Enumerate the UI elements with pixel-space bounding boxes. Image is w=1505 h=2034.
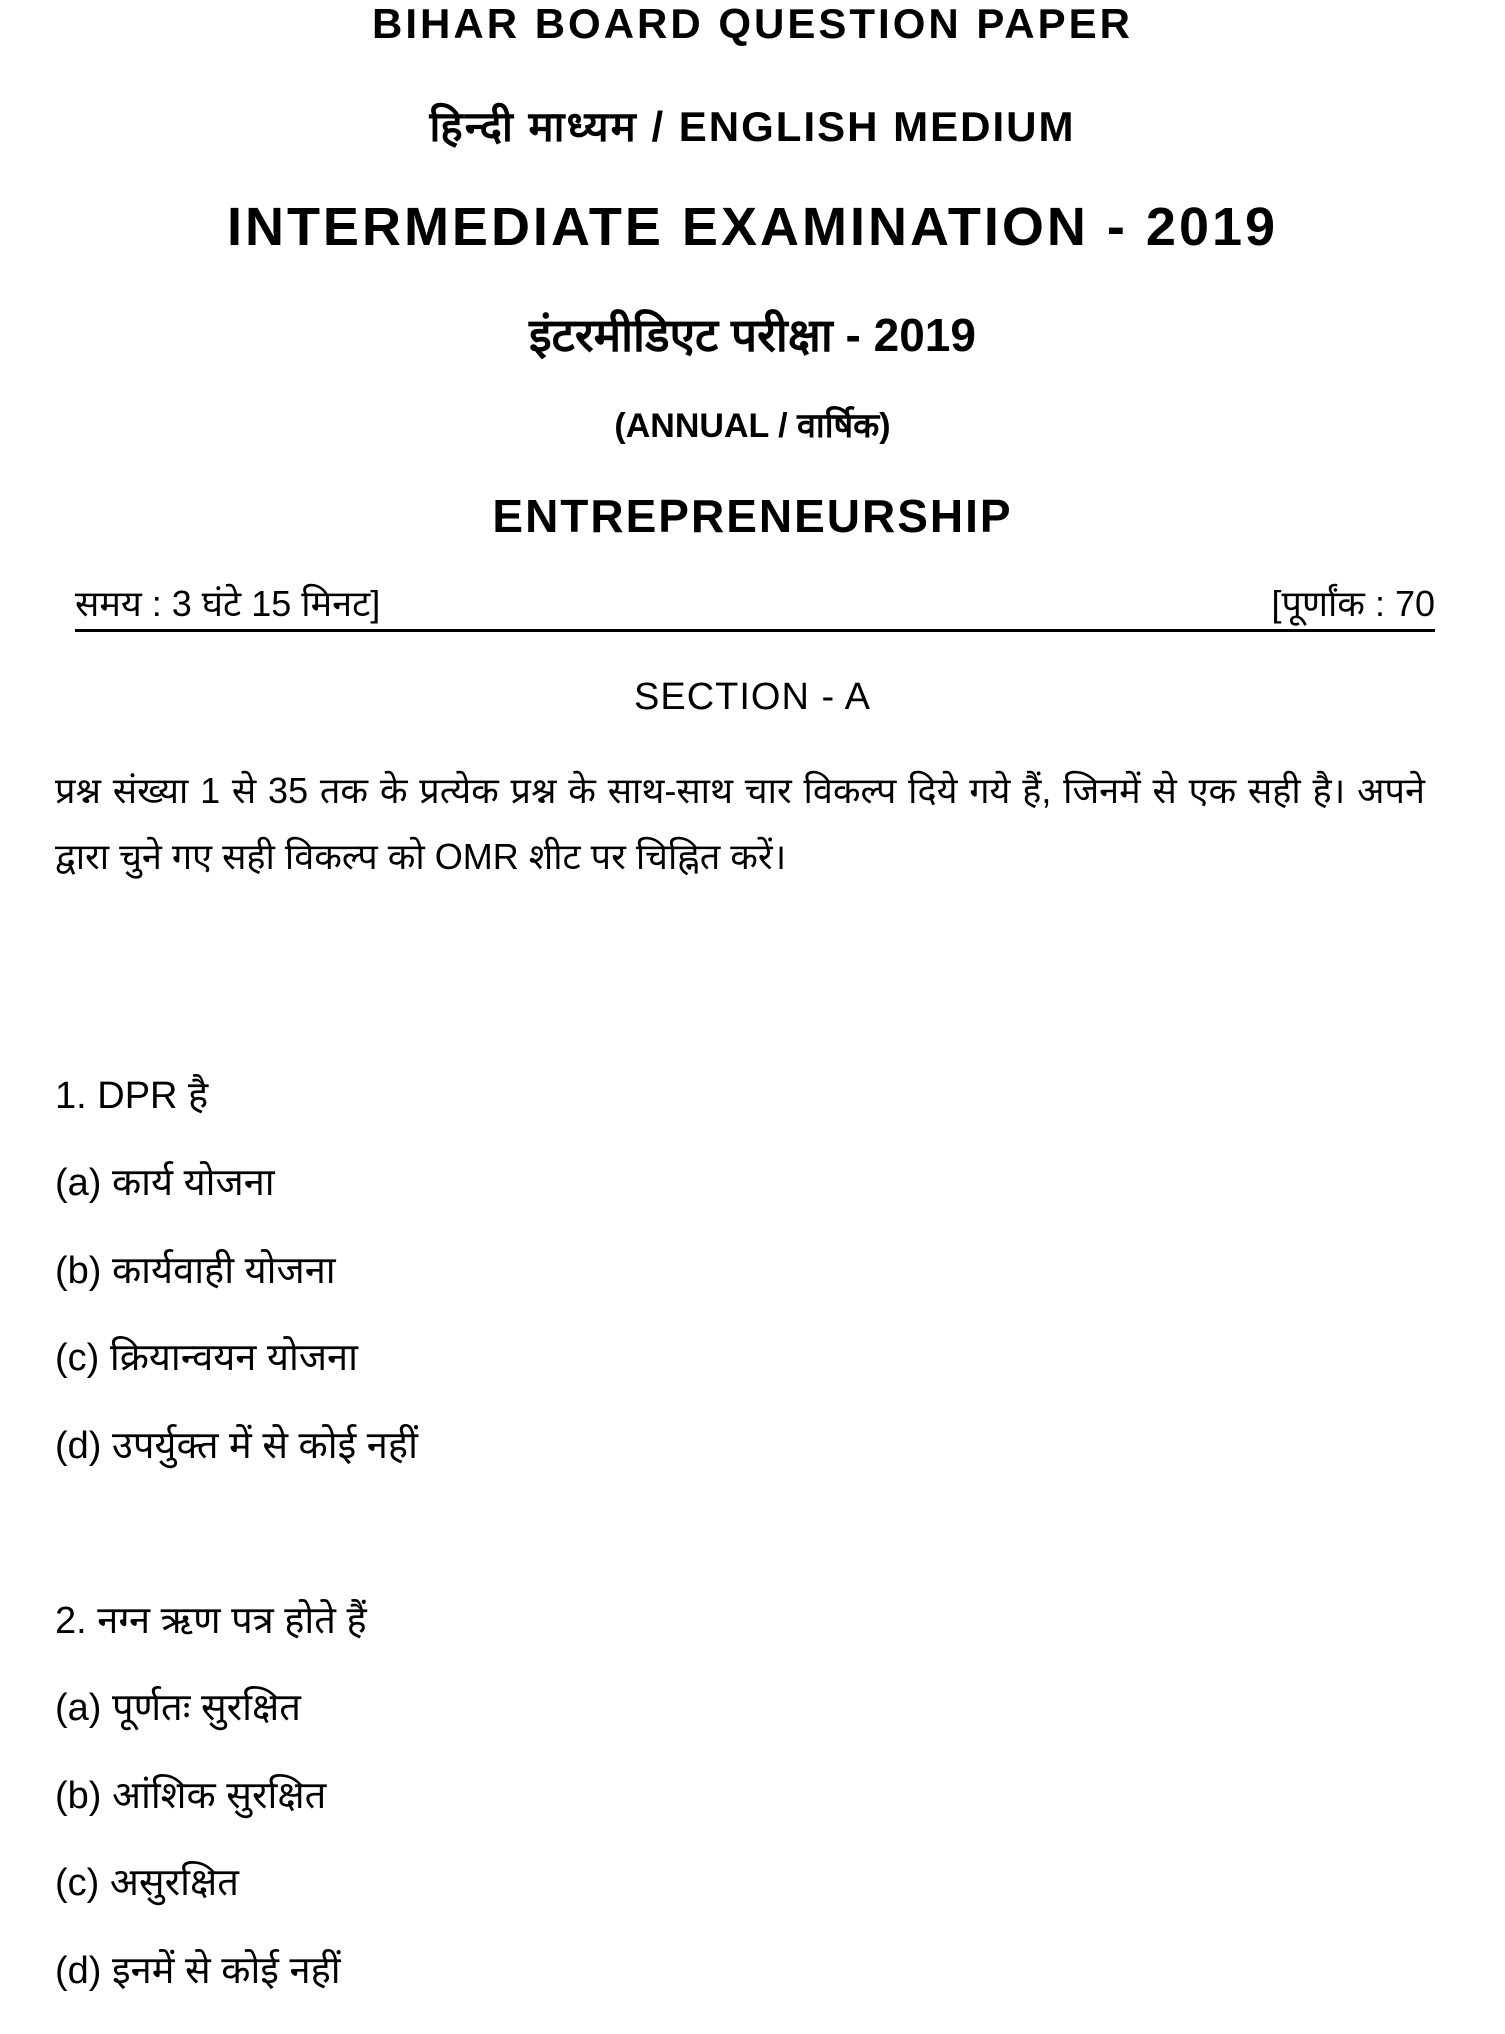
question-2-option-a: (a) पूर्णतः सुरक्षित — [55, 1687, 301, 1729]
question-2-option-d: (d) इनमें से कोई नहीं — [55, 1950, 341, 1992]
board-title: BIHAR BOARD QUESTION PAPER — [372, 0, 1133, 47]
exam-title-english: INTERMEDIATE EXAMINATION - 2019 — [226, 197, 1279, 257]
subject-title: ENTREPRENEURSHIP — [492, 490, 1013, 542]
question-2: 2. नग्न ऋण पत्र होते हैं — [55, 1600, 367, 1642]
question-1-option-c: (c) क्रियान्वयन योजना — [55, 1337, 358, 1379]
question-1: 1. DPR है — [55, 1075, 209, 1117]
full-marks: [पूर्णांक : 70 — [1271, 583, 1435, 624]
question-1-option-d: (d) उपर्युक्त में से कोई नहीं — [55, 1425, 418, 1467]
question-2-option-b: (b) आंशिक सुरक्षित — [55, 1775, 327, 1817]
time-marks-row — [75, 585, 1435, 632]
question-1-option-b: (b) कार्यवाही योजना — [55, 1250, 336, 1292]
exam-title-hindi: इंटरमीडिएट परीक्षा - 2019 — [529, 309, 976, 361]
medium-line: हिन्दी माध्यम / ENGLISH MEDIUM — [429, 103, 1076, 150]
question-2-option-c: (c) असुरक्षित — [55, 1862, 239, 1904]
question-1-option-a: (a) कार्य योजना — [55, 1162, 275, 1204]
exam-session: (ANNUAL / वार्षिक) — [614, 407, 891, 445]
section-title: SECTION - A — [634, 676, 871, 718]
section-instructions: प्रश्न संख्या 1 से 35 तक के प्रत्येक प्रश्न के साथ-साथ चार विकल्प दिये गये हैं, जिनमें से एक सही है। अपने द्वारा चुने गए सही विकल्प को OMR शीट पर चिह्नित करें। — [55, 770, 1425, 877]
time-allowed: समय : 3 घंटे 15 मिनट] — [75, 583, 381, 624]
